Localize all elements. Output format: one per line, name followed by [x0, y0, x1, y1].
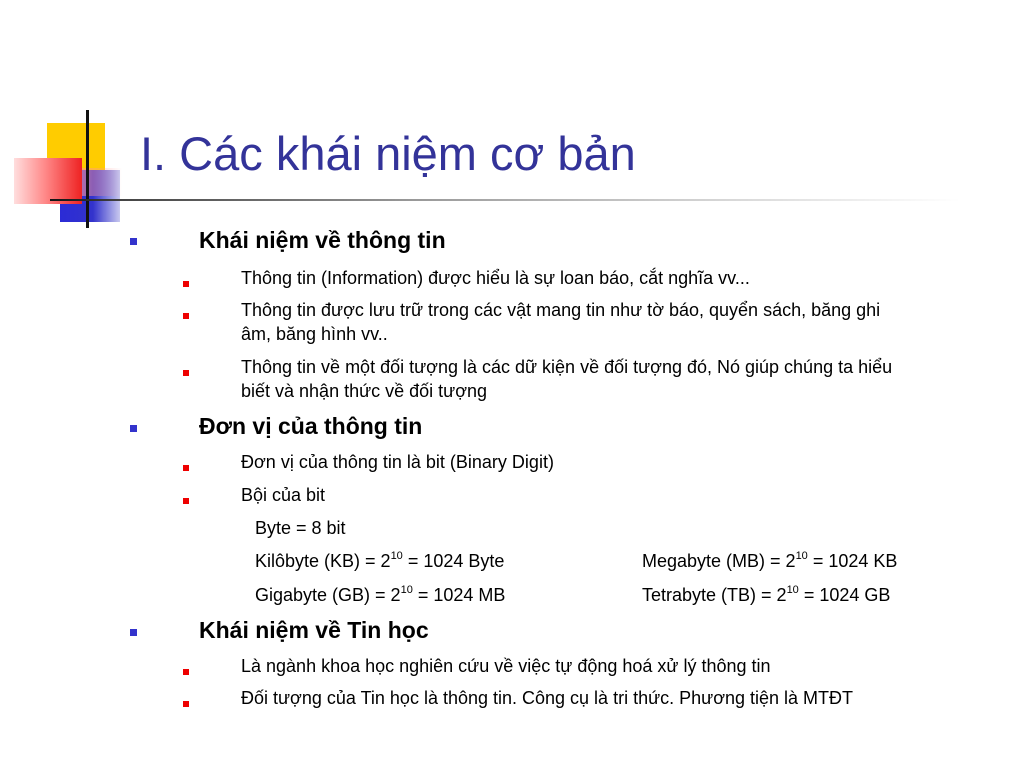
bullet-square-icon [130, 629, 137, 636]
unit-kilobyte: Kilôbyte $(KB) = 2^{10} = 1024$ Byte [255, 550, 505, 571]
decor-red-square [14, 158, 82, 204]
slide-title: I. Các khái niệm cơ bản [140, 127, 636, 180]
title-underline [50, 199, 960, 201]
bullet-square-icon [183, 313, 189, 319]
bullet-square-icon [183, 498, 189, 504]
bullet-square-icon [183, 669, 189, 675]
bullet-square-icon [130, 425, 137, 432]
list-item-continuation: biết và nhận thức về đối tượng [241, 381, 488, 401]
list-item: Đơn vị của thông tin là bit (Binary Digit) [241, 452, 554, 472]
section-heading-units: Đơn vị của thông tin [199, 413, 423, 439]
unit-gigabyte: Gigabyte $(GB) = 2^{10} = 1024$ MB [255, 584, 506, 605]
section-heading-informatics: Khái niệm về Tin học [199, 617, 429, 643]
unit-megabyte: Megabyte $(MB) = 2^{10} = 1024$ KB [642, 550, 898, 571]
bullet-square-icon [183, 465, 189, 471]
section-heading-information: Khái niệm về thông tin [199, 227, 446, 253]
list-item: Thông tin (Information) được hiểu là sự loan báo, cắt nghĩa vv... [241, 268, 750, 288]
unit-byte: Byte = 8 bit [255, 518, 346, 538]
list-item: Bội của bit [241, 485, 326, 505]
list-item-continuation: âm, băng hình vv.. [241, 324, 388, 344]
bullet-square-icon [183, 370, 189, 376]
list-item: Đối tượng của Tin học là thông tin. Công cụ là tri thức. Phương tiện là MTĐT [241, 688, 854, 708]
bullet-square-icon [130, 238, 137, 245]
list-item: Thông tin về một đối tượng là các dữ kiện về đối tượng đó, Nó giúp chúng ta hiểu [241, 357, 893, 377]
list-item: Thông tin được lưu trữ trong các vật mang tin như tờ báo, quyển sách, băng ghi [241, 300, 881, 320]
list-item: Là ngành khoa học nghiên cứu về việc tự động hoá xử lý thông tin [241, 656, 771, 676]
bullet-square-icon [183, 281, 189, 287]
bullet-square-icon [183, 701, 189, 707]
unit-terabyte: Tetrabyte $(TB) = 2^{10} = 1024$ GB [642, 584, 891, 605]
decor-vertical-line [86, 110, 89, 228]
